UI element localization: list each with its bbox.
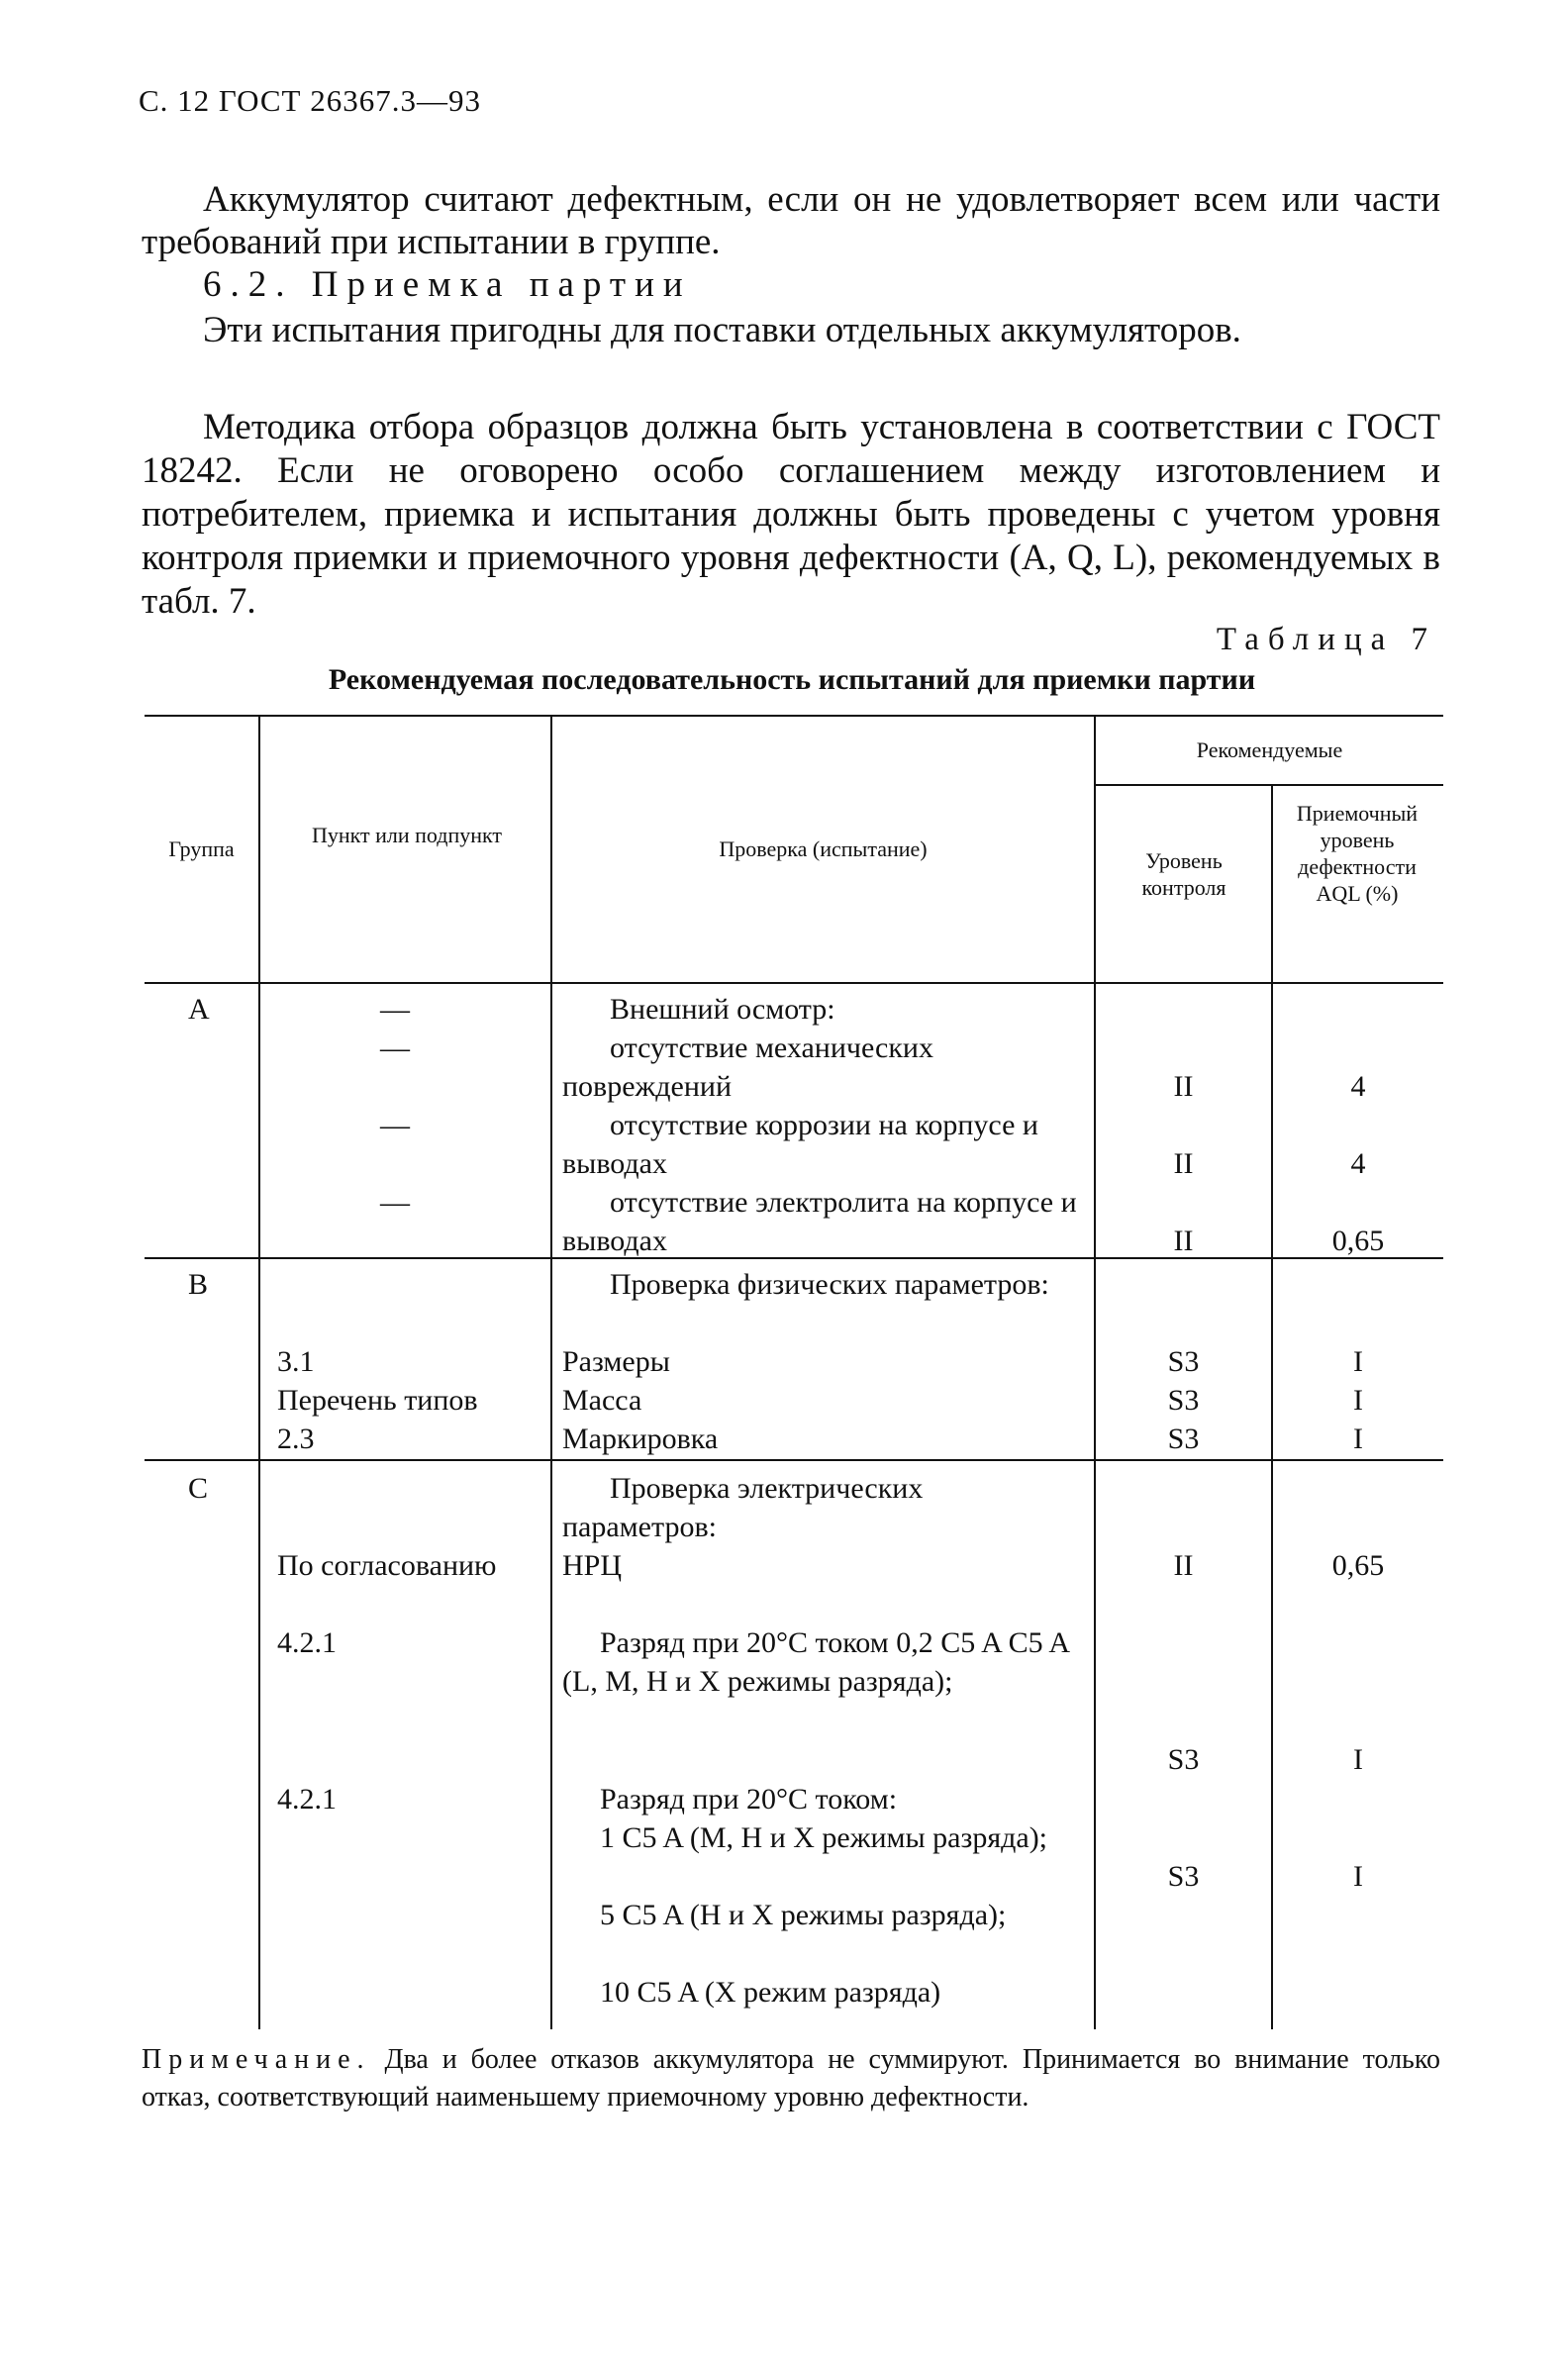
note-label: Примечание.	[142, 2044, 371, 2075]
group-c-clause-1: По согласованию	[277, 1549, 497, 1582]
group-c-aql-2: I	[1353, 1743, 1363, 1776]
header-aql: Приемочный уровень дефектности AQL (%)	[1296, 801, 1419, 906]
group-b-aql-3: I	[1353, 1423, 1363, 1455]
group-b-check-1: Размеры	[562, 1345, 670, 1378]
section-title	[142, 263, 1440, 306]
group-c-check-title: Проверка электрических параметров:	[562, 1472, 924, 1543]
col-divider-2	[550, 715, 552, 2029]
paragraph-lot-tests: Эти испытания пригодны для поставки отдельных аккумуляторов.	[203, 310, 1241, 350]
group-a-item-1: отсутствие механических повреждений	[562, 1031, 933, 1103]
acceptance-table	[145, 715, 1443, 2029]
group-b-clause-1: 3.1	[277, 1345, 315, 1378]
table-note	[142, 2041, 1440, 2116]
group-c-aql-1: 0,65	[1331, 1549, 1385, 1582]
group-a-level-1: II	[1173, 1070, 1194, 1103]
group-a-dash-3: —	[380, 1109, 410, 1141]
rule-recommended	[1094, 784, 1443, 786]
group-b-check-title: Проверка физических параметров:	[610, 1268, 1049, 1301]
group-c-check-3d: 10 C5 A (X режим разряда)	[600, 1976, 941, 2009]
group-a-dash-4: —	[380, 1186, 410, 1219]
group-a-dash-1: —	[380, 993, 410, 1026]
group-b-clause-2: Перечень типов	[277, 1384, 478, 1417]
group-b-letter: B	[188, 1268, 209, 1301]
group-b-level-2: S3	[1167, 1384, 1200, 1417]
group-b-level-3: S3	[1167, 1423, 1200, 1455]
group-c-check-2: Разряд при 20°C током 0,2 C5 A C5 A (L, M, H и X режимы разряда);	[562, 1626, 1069, 1698]
group-c-level-3: S3	[1167, 1860, 1200, 1893]
header-check: Проверка (испытание)	[719, 836, 928, 861]
group-a-check-title: Внешний осмотр:	[610, 993, 835, 1026]
section-title-text: 6.2. Приемка партии	[203, 264, 692, 305]
group-c-clause-2: 4.2.1	[277, 1626, 337, 1659]
group-b-clause-3: 2.3	[277, 1423, 315, 1455]
group-c-clause-3: 4.2.1	[277, 1783, 337, 1816]
header-clause: Пункт или подпункт	[311, 823, 503, 847]
header-group: Группа	[168, 836, 235, 861]
rule-group-b-bottom	[145, 1459, 1443, 1461]
group-c-check-3b: 1 C5 A (M, H и X режимы разряда);	[600, 1821, 1048, 1854]
col-divider-1	[258, 715, 260, 2029]
group-b-aql-1: I	[1353, 1345, 1363, 1378]
group-c-letter: C	[188, 1472, 209, 1505]
group-a-aql-2: 4	[1350, 1147, 1366, 1180]
header-recommended: Рекомендуемые	[1196, 737, 1343, 762]
group-c-check-3c: 5 C5 A (H и X режимы разряда);	[600, 1899, 1007, 1931]
rule-top	[145, 715, 1443, 717]
group-b-check-2: Масса	[562, 1384, 642, 1417]
group-c-level-2: S3	[1167, 1743, 1200, 1776]
group-a-item-3: отсутствие электролита на корпусе и выводах	[562, 1186, 1077, 1257]
rule-header-bottom	[145, 982, 1443, 984]
table-label: Таблица 7	[1216, 622, 1436, 657]
group-a-item-2: отсутствие коррозии на корпусе и выводах	[562, 1109, 1038, 1180]
group-a-letter: A	[188, 993, 210, 1026]
page-header: С. 12 ГОСТ 26367.3—93	[139, 83, 481, 118]
group-c-level-1: II	[1173, 1549, 1194, 1582]
group-c-aql-3: I	[1353, 1860, 1363, 1893]
group-a-level-2: II	[1173, 1147, 1194, 1180]
group-b-level-1: S3	[1167, 1345, 1200, 1378]
paragraph-sampling: Методика отбора образцов должна быть установлена в соответствии с ГОСТ 18242. Если не оговорено особо соглашением между изготовлением и потребителем, приемка и испытания должны быть проведены с учетом уровня контроля приемки и приемочного уровня дефектности (A, Q, L), рекомендуемых в табл. 7.	[142, 407, 1440, 622]
group-a-aql-1: 4	[1350, 1070, 1366, 1103]
group-b-aql-2: I	[1353, 1384, 1363, 1417]
group-c-check-3a: Разряд при 20°C током:	[600, 1783, 898, 1816]
paragraph-defective: Аккумулятор считают дефектным, если он не удовлетворяет всем или части требований при испытании в группе.	[142, 179, 1440, 262]
table-title: Рекомендуемая последовательность испытаний для приемки партии	[328, 663, 1256, 696]
header-control-level: Уровень контроля	[1141, 848, 1226, 900]
group-b-check-3: Маркировка	[562, 1423, 719, 1455]
group-a-level-3: II	[1173, 1225, 1194, 1257]
group-a-dash-2: —	[380, 1031, 410, 1064]
group-c-check-1: НРЦ	[562, 1549, 623, 1582]
note-text: Два и более отказов аккумулятора не суммируют. Принимается во внимание только отказ, соответствующий наименьшему приемочному уровню дефектности.	[142, 2044, 1441, 2112]
group-a-aql-3: 0,65	[1331, 1225, 1385, 1257]
